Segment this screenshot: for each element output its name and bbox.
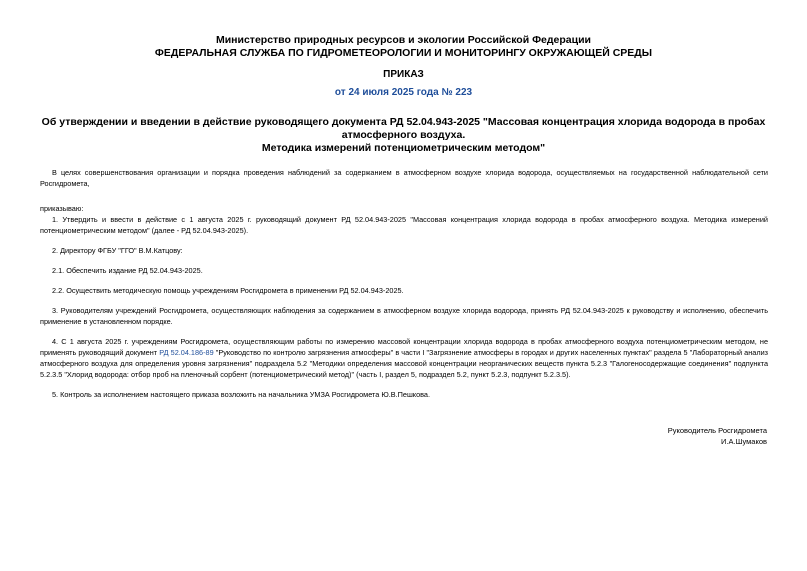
ministry-name: Министерство природных ресурсов и экологии Российской Федерации	[215, 34, 592, 46]
rd-52-04-186-89-link[interactable]: РД 52.04.186-89	[159, 348, 214, 357]
signer-position: Руководитель Росгидромета	[667, 426, 767, 435]
signature-block	[668, 425, 767, 447]
paragraph-5: 5. Контроль за исполнением настоящего приказа возложить на начальника УМЗА Росгидромета Ю.В.Пешкова.	[52, 390, 431, 399]
paragraph-4-text-end: "Руководство по контролю загрязнения атмосферы" в части I "Загрязнение атмосферы в городах и других населенных пунктах" раздела 5 "Лабораторный анализ атмосферного воздуха для определения уровня загрязнения" подраздела 5.2 "Методики определения массовой концентрации неорганических веществ пункта 5.2.3 "Галогеносодержащие соединения" подпункта 5.2.3.5 "Хлорид водорода: отбор проб на пленочный сорбент (потенциометрический метод)" (часть I, раздел 5, подраздел 5.2, пункт 5.2.3, подпункт 5.2.3.5).	[40, 348, 769, 379]
document-title-line-2: Методика измерений потенциометрическим методом"	[261, 142, 546, 154]
paragraph-4	[40, 336, 768, 380]
paragraph-2: 2. Директору ФГБУ "ГГО" В.М.Катцову:	[52, 246, 183, 255]
document-date-number: от 24 июля 2025 года № 223	[334, 87, 473, 98]
paragraph-1: 1. Утвердить и ввести в действие с 1 августа 2025 г. руководящий документ РД 52.04.943-2025 "Массовая концентрация хлорида водорода в пробах атмосферного воздуха. Методика измерений потенциометрическим методом" (далее - РД 52.04.943-2025).	[40, 215, 768, 235]
document-title-line-1: Об утверждении и введении в действие руководящего документа РД 52.04.943-2025 "Массовая концентрация хлорида водорода в пробах атмосферного воздуха.	[41, 116, 766, 141]
signer-name: И.А.Шумаков	[721, 437, 767, 446]
document-type: ПРИКАЗ	[383, 69, 424, 80]
paragraph-2-2: 2.2. Осуществить методическую помощь учреждениям Росгидромета в применении РД 52.04.943-2025.	[52, 286, 404, 295]
paragraph-3: 3. Руководителям учреждений Росгидромета, осуществляющих наблюдения за содержанием в атмосферном воздухе хлорида водорода, принять РД 52.04.943-2025 к руководству и исполнению, обеспечить применение в установленном порядке.	[40, 306, 768, 326]
preamble: В целях совершенствования организации и порядка проведения наблюдений за содержанием в атмосферном воздухе хлорида водорода, осуществляемых на государственной наблюдательной сети Росгидромета,	[40, 168, 768, 188]
paragraph-4-text-start: 4. С 1 августа 2025 г. учреждениям Росгидромета, осуществляющим работы по измерению массовой концентрации хлорида водорода в пробах атмосферного воздуха потенциометрическим методом, не применять руководящий документ	[40, 337, 768, 357]
order-word: приказываю:	[40, 204, 84, 213]
service-name: ФЕДЕРАЛЬНАЯ СЛУЖБА ПО ГИДРОМЕТЕОРОЛОГИИ И МОНИТОРИНГУ ОКРУЖАЮЩЕЙ СРЕДЫ	[154, 47, 653, 59]
document-title	[30, 116, 777, 155]
document-header	[0, 34, 807, 60]
paragraph-2-1: 2.1. Обеспечить издание РД 52.04.943-2025.	[52, 266, 203, 275]
document-body	[40, 167, 768, 400]
